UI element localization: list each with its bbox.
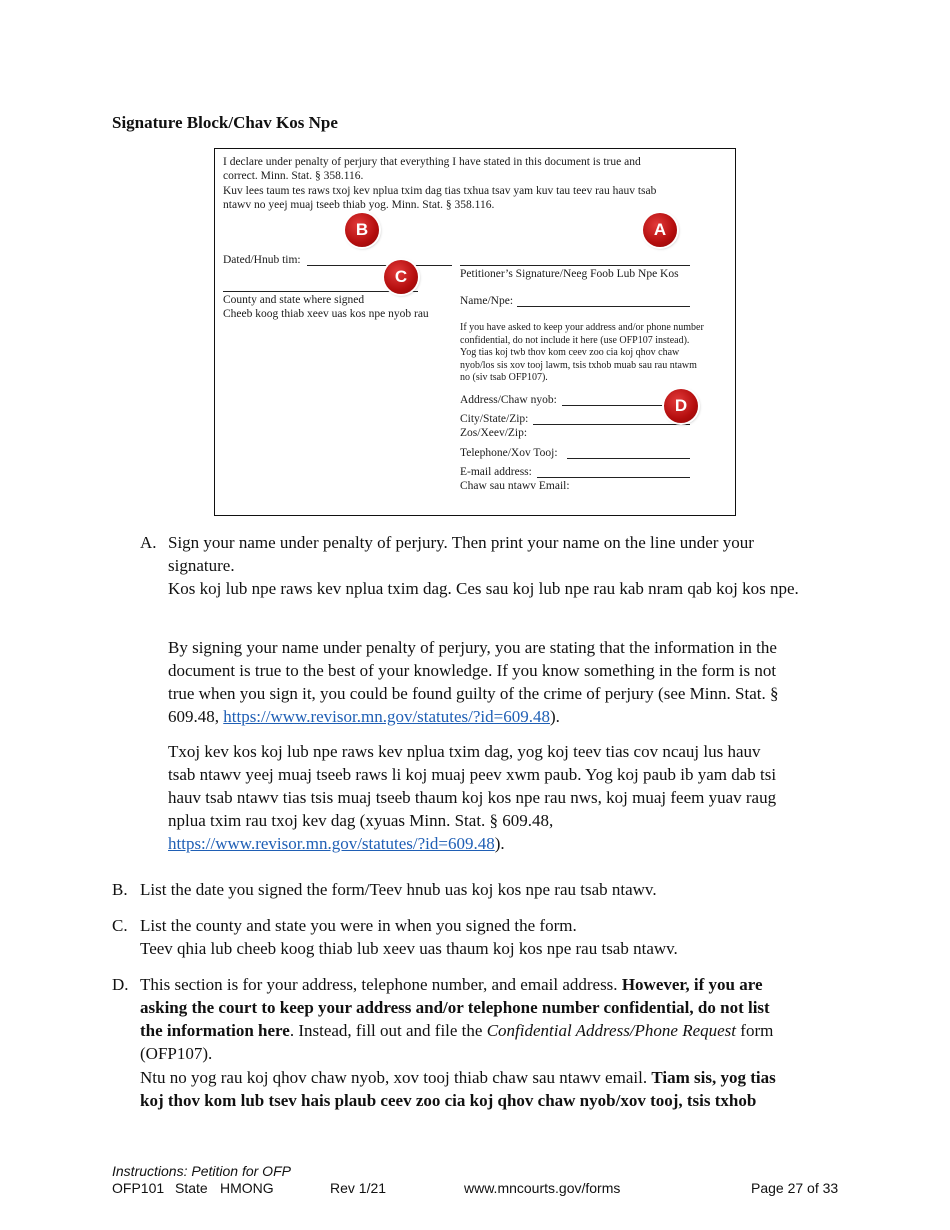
item-a-line1: Sign your name under penalty of perjury. Then print your name on the line under your — [168, 533, 754, 552]
confidential-note-line2: confidential, do not include it here (use OFP107 instead). — [460, 334, 690, 346]
confidential-note-line5: no (siv tsab OFP107). — [460, 372, 548, 383]
item-a-p3-line5-end: ). — [494, 834, 505, 853]
item-a-p3-line2: tsab ntawv yeej muaj tseeb raws li koj muaj peev xwm paub. Yog koj paub ib yam dab tsi — [168, 765, 777, 784]
footer-state: State — [175, 1180, 208, 1196]
footer-website: www.mncourts.gov/forms — [464, 1180, 621, 1196]
item-c-line2: Teev qhia lub cheeb koog thiab lub xeev uas thaum koj kos npe rau tsab ntawv. — [140, 939, 678, 958]
email-label-line1: E-mail address: — [460, 466, 532, 478]
name-line — [517, 306, 690, 307]
item-d-line1 — [140, 973, 763, 996]
item-d-line3-text: . Instead, fill out and file the — [289, 1021, 487, 1040]
revisor-statute-link[interactable]: https://www.revisor.mn.gov/statutes/?id=609.48 — [223, 707, 550, 726]
item-d-line5 — [140, 1066, 776, 1089]
item-d-line5-text: Ntu no yog rau koj qhov chaw nyob, xov tooj thiab chaw sau ntawv email. — [140, 1068, 652, 1087]
declaration-hm-line1: Kuv lees taum tes raws txoj kev nplua txim dag tias txhua tsav yam kuv tau teev rau hauv tsab — [223, 185, 657, 197]
email-label-line2: Chaw sau ntawv Email: — [460, 480, 570, 492]
footer-doc-title: Instructions: Petition for OFP — [112, 1163, 291, 1179]
dated-label: Dated/Hnub tim: — [223, 254, 301, 266]
item-d-line5-bold: Tiam sis, yog tias — [651, 1068, 776, 1087]
item-d-line2: asking the court to keep your address and/or telephone number confidential, do not list — [140, 998, 770, 1017]
item-d-line1-text: This section is for your address, telephone number, and email address. — [140, 975, 622, 994]
city-label-line1: City/State/Zip: — [460, 413, 529, 425]
dated-line — [307, 265, 452, 266]
footer-page-number: Page 27 of 33 — [751, 1180, 839, 1196]
revisor-statute-link-2[interactable]: https://www.revisor.mn.gov/statutes/?id=609.48 — [168, 834, 495, 853]
callout-badge-a: A — [643, 213, 677, 247]
county-label-en: County and state where signed — [223, 294, 365, 306]
telephone-label: Telephone/Xov Tooj: — [460, 447, 558, 459]
confidential-note-line3: Yog tias koj twb thov kom ceev zoo cia koj qhov chaw — [460, 347, 680, 358]
callout-badge-d: D — [664, 389, 698, 423]
item-a-p2-line3: true when you sign it, you could be found guilty of the crime of perjury (see Minn. Stat. § — [168, 684, 779, 703]
item-d-line4: (OFP107). — [140, 1044, 213, 1063]
item-a-p2-line1: By signing your name under penalty of perjury, you are stating that the information in the — [168, 638, 777, 657]
confidential-note-line1: If you have asked to keep your address and/or phone number — [460, 322, 704, 333]
item-a-p2-line4 — [168, 705, 560, 728]
declaration-hm-line2: ntawv no yeej muaj tseeb thiab yog. Minn. Stat. § 358.116. — [223, 199, 495, 211]
item-c-line1: List the county and state you were in when you signed the form. — [140, 916, 577, 935]
footer-language: HMONG — [220, 1180, 274, 1196]
county-label-hm: Cheeb koog thiab xeev uas kos npe nyob rau — [223, 308, 429, 320]
item-d-line3-end: form — [736, 1021, 774, 1040]
callout-badge-b: B — [345, 213, 379, 247]
name-label: Name/Npe: — [460, 295, 514, 307]
telephone-line — [567, 458, 690, 459]
county-line — [223, 291, 418, 292]
footer-form-code: OFP101 — [112, 1180, 165, 1196]
item-a-letter: A. — [140, 533, 157, 552]
item-d-line3 — [140, 1019, 773, 1042]
item-d-line3-bold: the information here — [140, 1021, 290, 1040]
item-a-p3-line3: hauv tsab ntawv tias tsis muaj tseeb thaum koj kos npe rau nws, koj muaj feem yuav raug — [168, 788, 777, 807]
declaration-en-line2: correct. Minn. Stat. § 358.116. — [223, 170, 364, 182]
signature-block-figure — [214, 148, 736, 516]
signature-line — [460, 265, 690, 266]
signature-label: Petitioner’s Signature/Neeg Foob Lub Npe Kos — [460, 268, 679, 280]
item-a-line2: signature. — [168, 556, 235, 575]
declaration-en-line1: I declare under penalty of perjury that everything I have stated in this document is true and — [223, 156, 641, 168]
item-d-letter: D. — [112, 975, 129, 994]
item-b-line1: List the date you signed the form/Teev hnub uas koj kos npe rau tsab ntawv. — [140, 880, 657, 899]
callout-badge-c: C — [384, 260, 418, 294]
item-a-line3: Kos koj lub npe raws kev nplua txim dag. Ces sau koj lub npe rau kab nram qab koj kos npe. — [168, 579, 799, 598]
item-a-p2-line4-end: ). — [550, 707, 560, 726]
item-a-p3-line5 — [168, 832, 505, 855]
footer-revision: Rev 1/21 — [330, 1180, 387, 1196]
page-title: Signature Block/Chav Kos Npe — [112, 113, 338, 132]
item-d-line3-form-name: Confidential Address/Phone Request — [486, 1021, 737, 1040]
item-d-line1-bold: However, if you are — [621, 975, 763, 994]
item-b-letter: B. — [112, 880, 128, 899]
item-a-p2-line4-text: 609.48, — [168, 707, 224, 726]
city-line — [533, 424, 690, 425]
item-a-p3-line1: Txoj kev kos koj lub npe raws kev nplua txim dag, yog koj teev tias cov ncauj lus hauv — [168, 742, 761, 761]
item-a-p2-line2: document is true to the best of your knowledge. If you know something in the form is not — [168, 661, 777, 680]
item-c-letter: C. — [112, 916, 128, 935]
address-label: Address/Chaw nyob: — [460, 394, 557, 406]
item-d-line6: koj thov kom lub tsev hais plaub ceev zoo cia koj qhov chaw nyob/xov tooj, tsis txhob — [140, 1091, 757, 1110]
email-line — [537, 477, 690, 478]
confidential-note-line4: nyob/los sis xov tooj lawm, tsis txhob muab sau rau ntawm — [460, 359, 697, 371]
item-a-p3-line4: nplua txim rau txoj kev dag (xyuas Minn. Stat. § 609.48, — [168, 811, 554, 830]
city-label-line2: Zos/Xeev/Zip: — [460, 427, 528, 439]
